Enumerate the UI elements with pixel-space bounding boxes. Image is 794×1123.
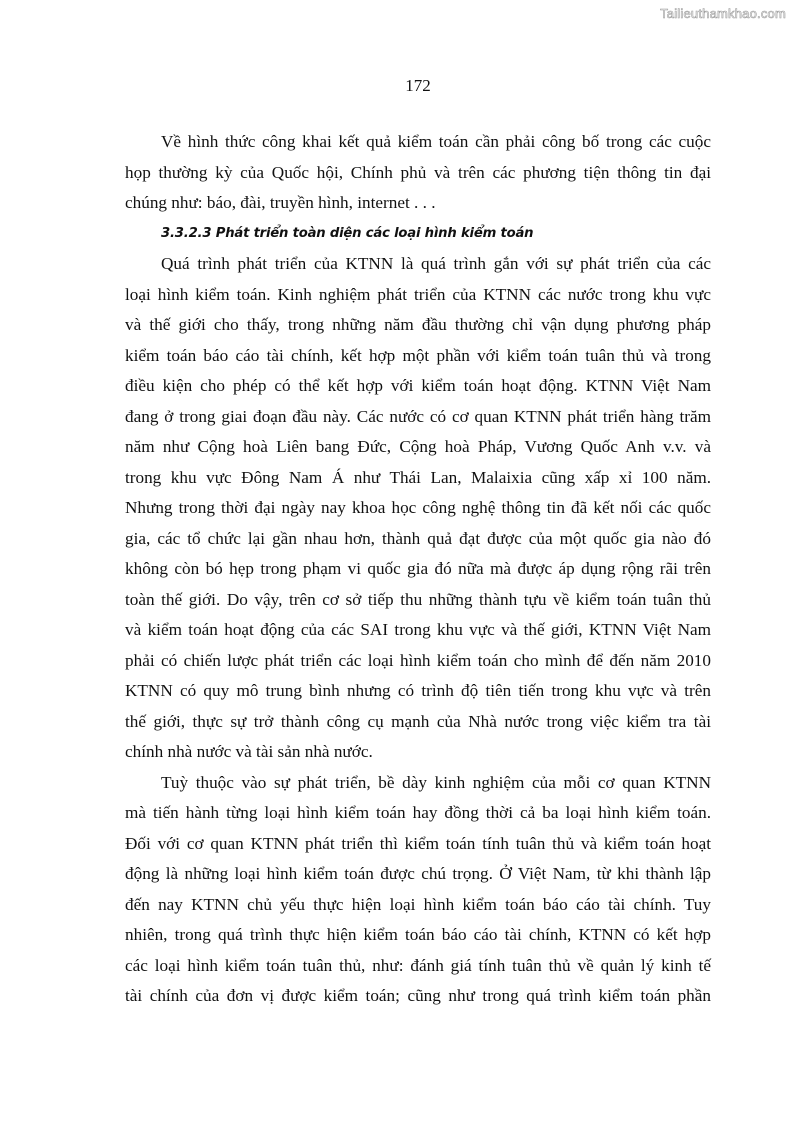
text-line: nhiên, trong quá trình thực hiện kiểm toán báo cáo tài chính, KTNN có kết hợp [125,925,711,944]
paragraph [125,249,711,768]
watermark: Tailieuthamkhao.com [660,6,786,21]
text-line: năm như Cộng hoà Liên bang Đức, Cộng hoà Pháp, Vương Quốc Anh v.v. và [125,437,711,456]
text-line: đến nay KTNN chủ yếu thực hiện loại hình kiểm toán báo cáo tài chính. Tuy [125,894,711,914]
paragraph [125,768,711,1012]
text-line: chính nhà nước và tài sản nhà nước. [125,742,373,761]
text-line: và kiểm toán hoạt động của các SAI trong khu vực và thế giới, KTNN Việt Nam [125,620,711,639]
text-line: Quá trình phát triển của KTNN là quá trình gắn với sự phát triển của các [161,254,711,273]
text-line: Đối với cơ quan KTNN phát triển thì kiểm toán tính tuân thủ và kiểm toán hoạt [125,833,711,853]
section-heading: 3.3.2.3 Phát triển toàn diện các loại hình kiểm toán [161,225,534,241]
text-line: Tuỳ thuộc vào sự phát triển, bề dày kinh nghiệm của mỗi cơ quan KTNN [161,772,711,792]
text-line: Nhưng trong thời đại ngày nay khoa học công nghệ thông tin đã kết nối các quốc [125,498,711,517]
text-line: Về hình thức công khai kết quả kiểm toán cần phải công bố trong các cuộc [161,132,711,151]
text-line: toàn thế giới. Do vậy, trên cơ sở tiếp thu những thành tựu về kiểm toán tuân thủ [125,589,711,609]
document-body [125,127,711,1012]
text-line: loại hình kiểm toán. Kinh nghiệm phát triển của KTNN các nước trong khu vực [125,284,711,304]
paragraph [125,127,711,219]
page-number: 172 [405,76,431,95]
text-line: trong khu vực Đông Nam Á như Thái Lan, Malaixia cũng xấp xỉ 100 năm. [125,467,711,487]
text-line: gia, các tổ chức lại gần nhau hơn, thành quả đạt được của một quốc gia nào đó [125,528,711,548]
text-line: kiểm toán báo cáo tài chính, kết hợp một phần với kiểm toán tuân thủ và trong [125,345,711,365]
text-line: động là những loại hình kiểm toán được chú trọng. Ở Việt Nam, từ khi thành lập [125,864,711,883]
text-line: và thế giới cho thấy, trong những năm đầu thường chỉ vận dụng phương pháp [125,315,711,334]
text-line: tài chính của đơn vị được kiểm toán; cũng như trong quá trình kiểm toán phần [125,986,711,1005]
text-line: phải có chiến lược phát triển các loại hình kiểm toán cho mình để đến năm 2010 [125,650,711,670]
text-line: điều kiện cho phép có thể kết hợp với kiểm toán hoạt động. KTNN Việt Nam [125,376,711,395]
text-line: đang ở trong giai đoạn đầu này. Các nước có cơ quan KTNN phát triển hàng trăm [125,406,711,426]
text-line: không còn bó hẹp trong phạm vi quốc gia đó nữa mà được áp dụng rộng rãi trên [125,559,711,578]
text-line: KTNN có quy mô trung bình nhưng có trình độ tiên tiến trong khu vực và trên [125,681,711,700]
text-line: chúng như: báo, đài, truyền hình, internet . . . [125,193,436,212]
text-line: mà tiến hành từng loại hình kiểm toán hay đồng thời cả ba loại hình kiểm toán. [125,803,711,822]
text-line: thế giới, thực sự trở thành công cụ mạnh của Nhà nước trong việc kiểm tra tài [125,711,711,731]
text-line: họp thường kỳ của Quốc hội, Chính phủ và trên các phương tiện thông tin đại [125,162,711,182]
text-line: các loại hình kiểm toán tuân thủ, như: đánh giá tính tuân thủ về quản lý kinh tế [125,955,711,975]
